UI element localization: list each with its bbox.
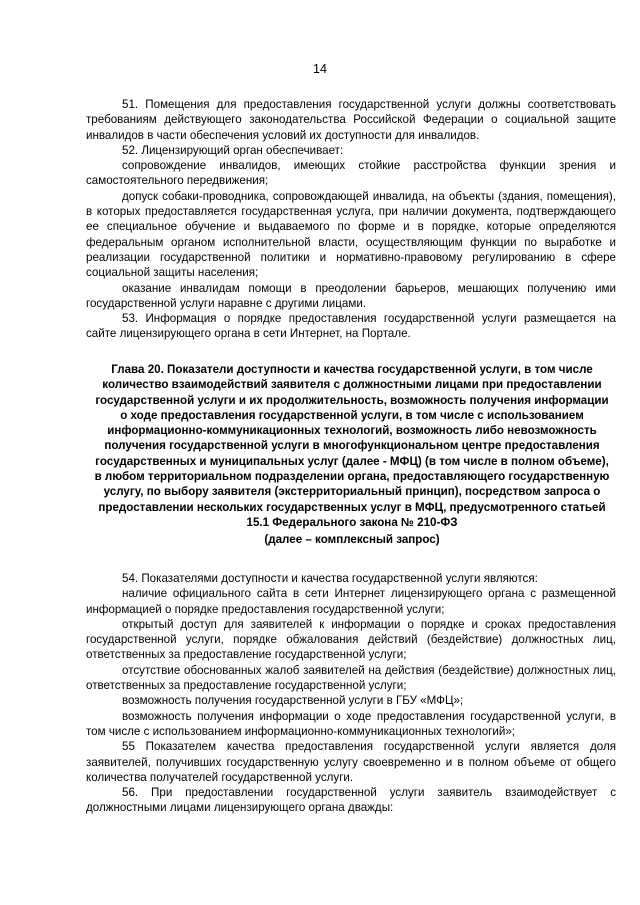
chapter-heading-tail: (далее – комплексный запрос)	[264, 533, 440, 547]
paragraph-53: 53. Информация о порядке предоставления государственной услуги размещается на сайте лицензирующего органа в сети Интернет, на Портале.	[86, 312, 616, 341]
paragraph-54: 54. Показателями доступности и качества государственной услуги являются:	[122, 572, 538, 585]
paragraph-54-item-website: наличие официального сайта в сети Интернет лицензирующего органа с размещенной информацией о порядке предоставления государственной услуги;	[86, 587, 616, 616]
top-text-block	[86, 97, 616, 342]
paragraph-54-item-progress-info: возможность получения информации о ходе предоставления государственной услуги, в том числе с использованием информационно-коммуникационных технологий»;	[86, 709, 616, 738]
chapter-heading	[92, 362, 612, 548]
paragraph-54-item-mfc: возможность получения государственной услуги в ГБУ «МФЦ»;	[122, 694, 464, 708]
paragraph-54-item-no-complaints: отсутствие обоснованных жалоб заявителей на действия (бездействие) должностных лиц, ответственных за предоставление государственной услуги;	[86, 663, 616, 693]
paragraph-51: 51. Помещения для предоставления государственной услуги должны соответствовать требованиям действующего законодательства Российской Федерации о социальной защите инвалидов в части обеспечения условий их доступности для инвалидов.	[86, 98, 616, 142]
paragraph-52: 52. Лицензирующий орган обеспечивает:	[122, 143, 344, 157]
chapter-heading-main: Глава 20. Показатели доступности и качества государственной услуги, в том числе количество взаимодействий заявителя с должностными лицами при предоставлении государственной услуги и их продолжительность, возможность получения информации о ходе предоставления государственной услуги, в том числе с использованием информационно-коммуникационных технологий, возможность либо невозможность получения государственной услуги в многофункциональном центре предоставления государственных и муниципальных услуг (далее - МФЦ) (в том числе в полном объеме), в любом территориальном подразделении органа, предоставляющего государственную услугу, по выбору заявителя (экстерриториальный принцип), посредством запроса о предоставлении нескольких государственных услуг в МФЦ, предусмотренного статьей 15.1 Федерального закона № 210-ФЗ	[94, 363, 610, 529]
paragraph-52-item-guide-dog: допуск собаки-проводника, сопровождающей инвалида, на объекты (здания, помещения), в которых предоставляется государственная услуга, при наличии документа, подтверждающего ее специальное обучение и выдаваемого по форме и в порядке, которые определяются федеральным органом исполнительной власти, осуществляющим функции по выработке и реализации государственной политики и нормативно-правовому регулированию в сфере социальной защиты населения;	[86, 189, 616, 280]
paragraph-56: 56. При предоставлении государственной услуги заявитель взаимодействует с должностными лицами лицензирующего органа дважды:	[86, 786, 616, 815]
bottom-text-block	[86, 571, 616, 816]
page-number: 14	[313, 62, 327, 76]
paragraph-54-item-open-access: открытый доступ для заявителей к информации о порядке и сроках предоставления государственной услуги, порядке обжалования действий (бездействие) должностных лиц, ответственных за предоставление государственной услуги;	[86, 617, 616, 662]
paragraph-52-item-barriers: оказание инвалидам помощи в преодолении барьеров, мешающих получению ими государственной услуги наравне с другими лицами.	[86, 281, 616, 310]
paragraph-52-item-escort: сопровождение инвалидов, имеющих стойкие расстройства функции зрения и самостоятельного передвижения;	[86, 159, 616, 188]
paragraph-55: 55 Показателем качества предоставления государственной услуги является доля заявителей, получивших государственную услугу своевременно и в полном объеме от общего количества получателей государственной услуги.	[86, 740, 616, 784]
